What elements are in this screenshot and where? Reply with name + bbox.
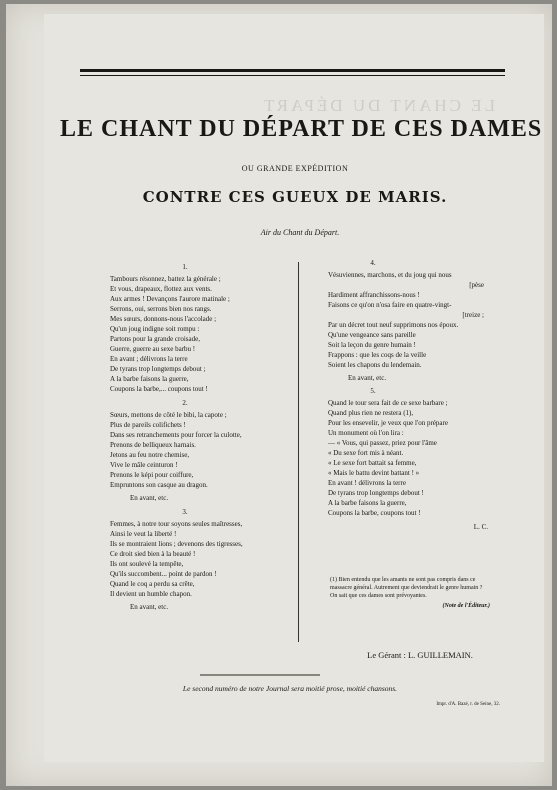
verse-line: Ils ont soulevé la tempête, [110,560,184,568]
verse-line: De tyrans trop longtemps debout ; [110,365,206,373]
verse-line: Il devient un humble chapon. [110,590,192,598]
verse-continuation: [pèse [469,281,484,289]
refrain-line: En avant, etc. [130,494,169,502]
verse-line: Tambours résonnez, battez la générale ; [110,275,221,283]
verse-line: Hardiment affranchissons-nous ! [328,291,420,299]
author-initials: L. C. [473,523,488,531]
verse-line: De tyrans trop longtemps debout ! [328,489,424,497]
verse-line: Femmes, à notre tour soyons seules maîtresses, [110,520,243,528]
verse-line: Quand plus rien ne restera (1), [328,409,414,417]
verse-line: Vésuviennes, marchons, et du joug qui nous [328,271,452,279]
footnote [330,576,490,610]
verse-line: Empruntons son casque au dragon. [110,481,208,489]
footnote-text: (1) Bien entendu que les amants ne sont pas compris dans ce massacre général. Autrement que deviendrait le genre humain ? On sait que ces dames sont prévoyantes. [330,577,483,599]
verse-line: « Mais le battu devint battant ! » [328,469,420,477]
stanza-number: 2. [182,399,188,407]
verse-line: « Le sexe fort battait sa femme, [328,459,417,467]
verse-line: Frappons : que les coqs de la veille [328,351,427,359]
column-divider [298,262,299,642]
verse-line: Coupons la barbe, coupons tout ! [328,509,421,517]
verse-line: Guerre, guerre au sexe barbu ! [110,345,196,353]
verse-line: Dans ses retranchements pour forcer la culotte, [110,431,242,439]
verse-line: Soit la leçon du genre humain ! [328,341,416,349]
footnote-attribution: (Note de l'Éditeur.) [442,603,490,609]
verse-line: A la barbe faisons la guerre, [328,499,407,507]
verse-line: Coupons la barbe,... coupons tout ! [110,385,208,393]
verse-line: Quand le coq a perdu sa crête, [110,580,195,588]
verse-line: Soient les chapons du lendemain. [328,361,422,369]
refrain-line: En avant, etc. [130,603,169,611]
subtitle-main: CONTRE CES GUEUX DE MARIS. [142,188,448,206]
verse-line: Pour les ensevelir, je veux que l'on prépare [328,419,448,427]
verse-line: Vive le mâle ceinturon ! [110,461,178,469]
verse-line: A la barbe faisons la guerre, [110,375,189,383]
air-note: Air du Chant du Départ. [260,228,340,237]
verse-continuation: [treize ; [462,311,484,319]
verse-line: Un monument où l'on lira : [328,429,404,437]
verse-line: Prenons le képi pour coiffure, [110,471,194,479]
verse-line: Jetons au feu notre chemise, [110,451,190,459]
stanza-number: 4. [370,259,376,267]
header-rule-thin [80,75,505,76]
verse-line: Partons pour la grande croisade, [110,335,200,343]
verse-line: Et vous, drapeaux, flottez aux vents. [110,285,212,293]
verse-line: Ainsi le veut la liberté ! [110,530,177,538]
verse-line: Qu'une vengeance sans pareille [328,331,416,339]
subtitle: OU GRANDE EXPÉDITION [241,164,349,173]
stanza-number: 3. [182,508,188,516]
left-column [110,258,295,615]
bottom-announcement: Le second numéro de notre Journal sera moitié prose, moitié chansons. [182,684,398,693]
stanza-number: 5. [370,387,376,395]
gerant-signature: Le Gérant : L. GUILLEMAIN. [367,650,473,660]
verse-line: Par un décret tout neuf supprimons nos époux. [328,321,459,329]
verse-line: Serrons, oui, serrons bien nos rangs. [110,305,212,313]
verse-line: Sœurs, mettons de côté le bibi, la capote ; [110,411,227,419]
verse-line: « Du sexe fort mis à néant. [328,449,404,457]
verse-line: En avant ; délivrons la terre [110,355,188,363]
verse-line: Ce droit sied bien à la beauté ! [110,550,196,558]
verse-line: Aux armes ! Devançons l'aurore matinale ; [110,295,230,303]
refrain-line: En avant, etc. [348,374,387,382]
verse-line: Ils se montraient lions ; devenons des tigresses, [110,540,243,548]
bottom-rule [200,674,320,676]
right-column [328,258,488,532]
verse-line: Prenons de belliqueux harnais. [110,441,196,449]
stanza-number: 1. [182,263,188,271]
verse-line: Qu'un joug indigne soit rompu : [110,325,200,333]
verse-line: En avant ! délivrons la terre [328,479,406,487]
verse-line: Faisons ce qu'on n'osa faire en quatre-vingt- [328,301,452,309]
verse-line: — « Vous, qui passez, priez pour l'âme [328,439,437,447]
printer-imprint: Impr. d'A. Bazé, r. de Seine, 32. [436,702,500,707]
verse-line: Mes sœurs, donnons-nous l'accolade ; [110,315,217,323]
verse-line: Qu'ils succombent... point de pardon ! [110,570,217,578]
page-title: LE CHANT DU DÉPART DE CES DAMES [60,116,543,142]
header-rule-thick [80,69,505,72]
verse-line: Plus de pareils colifichets ! [110,421,186,429]
show-through-text: LE CHANT DU DÉPART [261,96,495,115]
verse-line: Quand le tour sera fait de ce sexe barbare ; [328,399,448,407]
